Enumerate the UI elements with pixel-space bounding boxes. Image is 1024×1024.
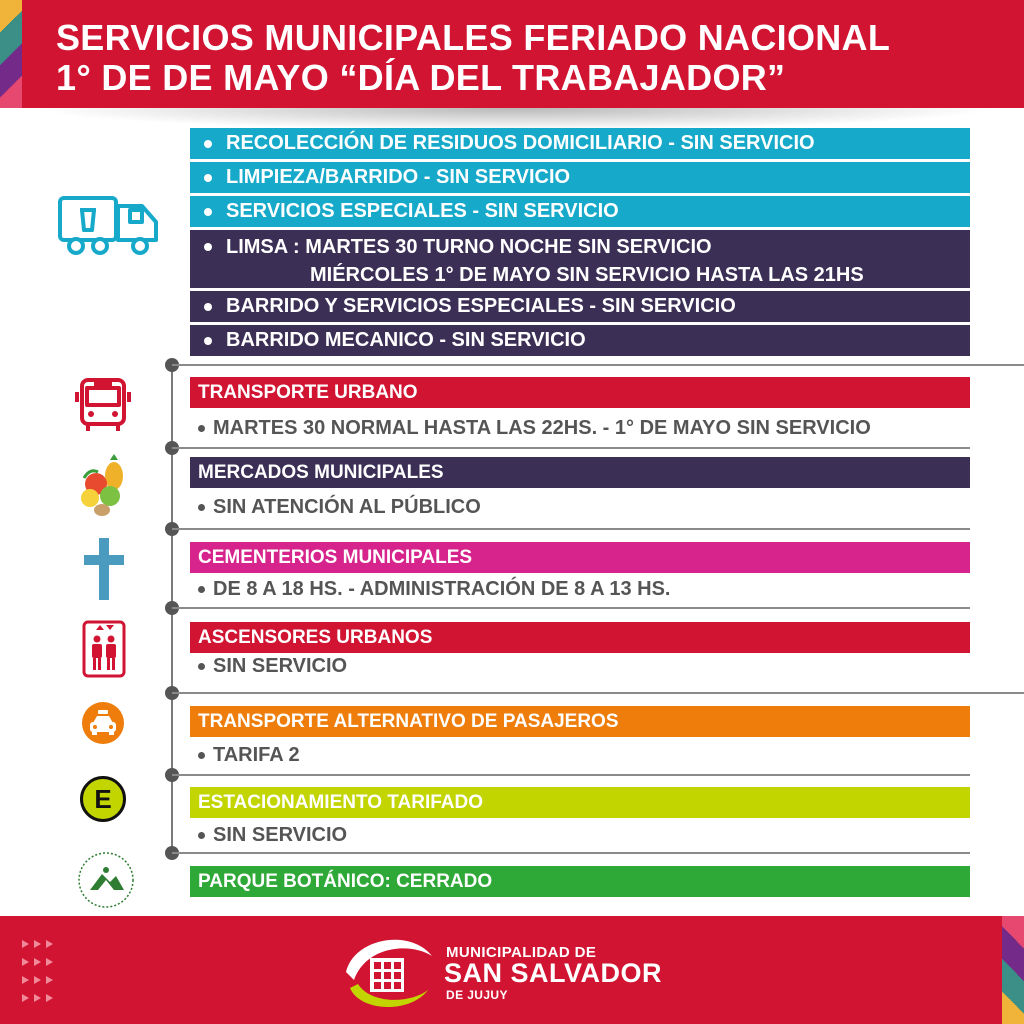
bullet xyxy=(198,752,205,759)
item-label: LIMPIEZA/BARRIDO - SIN SERVICIO xyxy=(226,166,571,188)
section-parque-botanico: PARQUE BOTÁNICO: CERRADO xyxy=(190,866,970,897)
separator-line xyxy=(172,447,970,449)
bullet xyxy=(198,425,205,432)
detail-text: SIN SERVICIO xyxy=(213,824,348,846)
detail-text: SIN ATENCIÓN AL PÚBLICO xyxy=(213,496,481,518)
list-item-servicios-especiales xyxy=(190,196,970,227)
item-label: SERVICIOS ESPECIALES - SIN SERVICIO xyxy=(226,200,619,222)
ascensores-detail xyxy=(198,655,347,678)
garbage-truck-icon xyxy=(56,192,162,258)
taxi-icon xyxy=(81,701,125,745)
item-label: BARRIDO MECANICO - SIN SERVICIO xyxy=(226,329,586,351)
footer-line-1: MUNICIPALIDAD DE xyxy=(446,944,597,961)
footer-line-3: DE JUJUY xyxy=(446,988,508,1002)
bullet xyxy=(198,586,205,593)
section-transporte-urbano: TRANSPORTE URBANO xyxy=(190,377,970,408)
header-decoration xyxy=(0,0,22,108)
separator-line xyxy=(172,364,1024,366)
footer-decoration xyxy=(1002,916,1024,1024)
bullet xyxy=(198,832,205,839)
limsa-line-1: LIMSA : MARTES 30 TURNO NOCHE SIN SERVICIO xyxy=(226,235,712,258)
bullet xyxy=(198,504,205,511)
bullet xyxy=(204,140,212,148)
bus-icon xyxy=(74,376,132,434)
mercados-detail xyxy=(198,496,481,519)
transporte-detail xyxy=(198,417,871,440)
fruits-icon xyxy=(76,454,132,518)
detail-text: TARIFA 2 xyxy=(213,744,300,766)
separator-line xyxy=(172,528,970,530)
header-shadow xyxy=(30,108,1000,130)
section-transporte-alternativo: TRANSPORTE ALTERNATIVO DE PASAJEROS xyxy=(190,706,970,737)
detail-text: SIN SERVICIO xyxy=(213,655,348,677)
page-title xyxy=(56,18,1016,98)
item-label: BARRIDO Y SERVICIOS ESPECIALES - SIN SERVICIO xyxy=(226,295,736,317)
botanical-park-logo-icon xyxy=(76,850,136,910)
separator-line xyxy=(172,692,1024,694)
cross-icon xyxy=(84,538,124,600)
list-item-limpieza xyxy=(190,162,970,193)
detail-text: MARTES 30 NORMAL HASTA LAS 22HS. - 1° DE MAYO SIN SERVICIO xyxy=(213,417,871,439)
separator-line xyxy=(172,607,970,609)
section-mercados-municipales: MERCADOS MUNICIPALES xyxy=(190,457,970,488)
bullet xyxy=(204,243,212,251)
footer-line-2: SAN SALVADOR xyxy=(444,958,663,988)
cementerios-detail xyxy=(198,578,671,601)
separator-line xyxy=(172,774,970,776)
bullet xyxy=(204,174,212,182)
section-cementerios-municipales: CEMENTERIOS MUNICIPALES xyxy=(190,542,970,573)
bullet xyxy=(204,337,212,345)
list-item-barrido-servicios xyxy=(190,291,970,322)
list-item-limsa xyxy=(190,230,970,288)
list-item-barrido-mecanico xyxy=(190,325,970,356)
elevator-icon xyxy=(82,620,126,678)
section-ascensores-urbanos: ASCENSORES URBANOS xyxy=(190,622,970,653)
detail-text: DE 8 A 18 HS. - ADMINISTRACIÓN DE 8 A 13 HS. xyxy=(213,578,671,600)
municipality-logo-icon xyxy=(340,928,436,1014)
title-line-2: 1° DE DE MAYO “DÍA DEL TRABAJADOR” xyxy=(56,57,786,98)
item-label: RECOLECCIÓN DE RESIDUOS DOMICILIARIO - SIN SERVICIO xyxy=(226,132,815,154)
arrows-decoration-icon xyxy=(22,938,62,1004)
bullet xyxy=(204,303,212,311)
alternativo-detail xyxy=(198,744,300,767)
bullet xyxy=(198,663,205,670)
section-estacionamiento-tarifado: ESTACIONAMIENTO TARIFADO xyxy=(190,787,970,818)
title-line-1: SERVICIOS MUNICIPALES FERIADO NACIONAL xyxy=(56,17,891,58)
bullet xyxy=(204,208,212,216)
estacionamiento-detail xyxy=(198,824,347,847)
limsa-line-2: MIÉRCOLES 1° DE MAYO SIN SERVICIO HASTA LAS 21HS xyxy=(310,264,864,286)
list-item-recoleccion xyxy=(190,128,970,159)
separator-line xyxy=(172,852,970,854)
parking-e-icon: E xyxy=(80,776,126,822)
